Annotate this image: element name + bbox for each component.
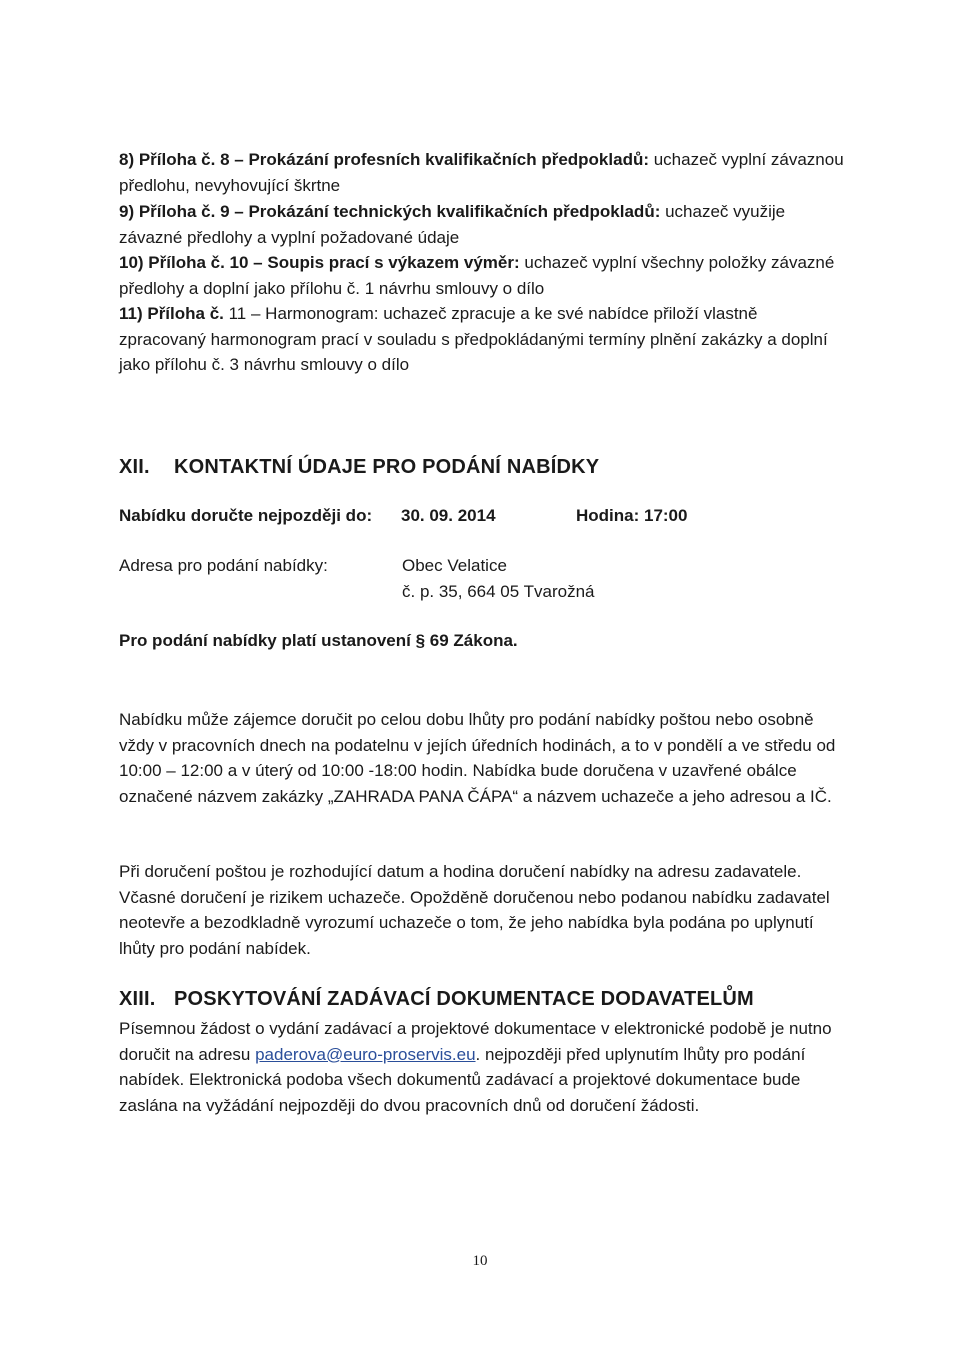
- paragraph-delivery: Nabídku může zájemce doručit po celou dobu lhůty pro podání nabídky poštou nebo osobně vždy v pracovních dnech na podatelnu v jejích úředních hodinách, a to v pondělí a ve středu od 10:00 – 12:00 a v úterý od 10:00 -18:00 hodin. Nabídka bude doručena v uzavřené obálce označené názvem zakázky „ZAHRADA PANA ČÁPA“ a názvem uchazeče a jeho adresou a IČ.: [119, 710, 836, 807]
- item-11-text: 11 – Harmonogram: uchazeč zpracuje a ke své nabídce přiloží vlastně zpracovaný harmonogram prací v souladu s předpokládanými termíny plnění zakázky a doplní jako přílohu č. 3 návrhu smlouvy o dílo: [119, 304, 828, 375]
- paragraph-documentation: [119, 1016, 849, 1119]
- list-item-8: [119, 147, 849, 198]
- item-8-lead: 8) Příloha č. 8 – Prokázání profesních kvalifikačních předpokladů:: [119, 150, 649, 169]
- address-line-1: Obec Velatice: [402, 556, 507, 575]
- deadline-date: 30. 09. 2014: [401, 506, 496, 525]
- doc-text-after: . nejpozději před uplynutím lhůty pro podání nabídek. Elektronická podoba všech dokumentů zadávací a projektové dokumentace bude zaslána na vyžádání nejpozději do dvou pracovních dnů od doručení žádosti.: [119, 1044, 806, 1116]
- paragraph-post: Při doručení poštou je rozhodující datum a hodina doručení nabídky na adresu zadavatele. Včasné doručení je rizikem uchazeče. Opožděně doručenou nebo podanou nabídku zadavatel neotevře a bezodkladně vyrozumí uchazeče o tom, že jeho nabídka byla podána po uplynutí lhůty pro podání nabídek.: [119, 862, 830, 959]
- section-12-heading: [119, 456, 599, 479]
- item-11-lead: 11) Příloha č.: [119, 304, 224, 323]
- address-line-2: č. p. 35, 664 05 Tvarožná: [402, 582, 595, 601]
- item-8-text: uchazeč vyplní závaznou předlohu, nevyhovující škrtne: [119, 150, 844, 195]
- section-12-number: XII.: [119, 456, 150, 478]
- item-9-lead: 9) Příloha č. 9 – Prokázání technických kvalifikačních předpokladů:: [119, 202, 661, 221]
- item-10-text: uchazeč vyplní všechny položky závazné předlohy a doplní jako přílohu č. 1 návrhu smlouvy o dílo: [119, 253, 835, 298]
- list-item-9: [119, 199, 849, 250]
- list-item-11: [119, 301, 849, 378]
- item-9-text: uchazeč využije závazné předlohy a vyplní požadované údaje: [119, 202, 786, 247]
- email-link[interactable]: paderova@euro-proservis.eu: [255, 1044, 476, 1064]
- section-13-number: XIII.: [119, 988, 156, 1010]
- section-13-paragraph: [119, 1016, 849, 1119]
- item-10-lead: 10) Příloha č. 10 – Soupis prací s výkazem výměr:: [119, 253, 520, 272]
- address-label: Adresa pro podání nabídky:: [119, 556, 328, 575]
- section-12-paragraph-1: [119, 707, 849, 810]
- law-note: Pro podání nabídky platí ustanovení § 69 Zákona.: [119, 631, 518, 650]
- section-12-paragraph-2: [119, 859, 849, 962]
- deadline-row: [119, 506, 688, 526]
- section-12-title: KONTAKTNÍ ÚDAJE PRO PODÁNÍ NABÍDKY: [174, 456, 600, 478]
- address-block: [402, 553, 594, 605]
- deadline-hour: Hodina: 17:00: [576, 506, 688, 525]
- section-13-heading: [119, 988, 754, 1011]
- page-number: 10: [472, 1253, 488, 1269]
- deadline-label: Nabídku doručte nejpozději do:: [119, 506, 373, 525]
- doc-text-before: Písemnou žádost o vydání zadávací a projektové dokumentace v elektronické podobě je nutno doručit na adresu: [119, 1019, 832, 1064]
- section-13-title: POSKYTOVÁNÍ ZADÁVACÍ DOKUMENTACE DODAVATELŮM: [174, 988, 754, 1010]
- list-item-10: [119, 250, 849, 301]
